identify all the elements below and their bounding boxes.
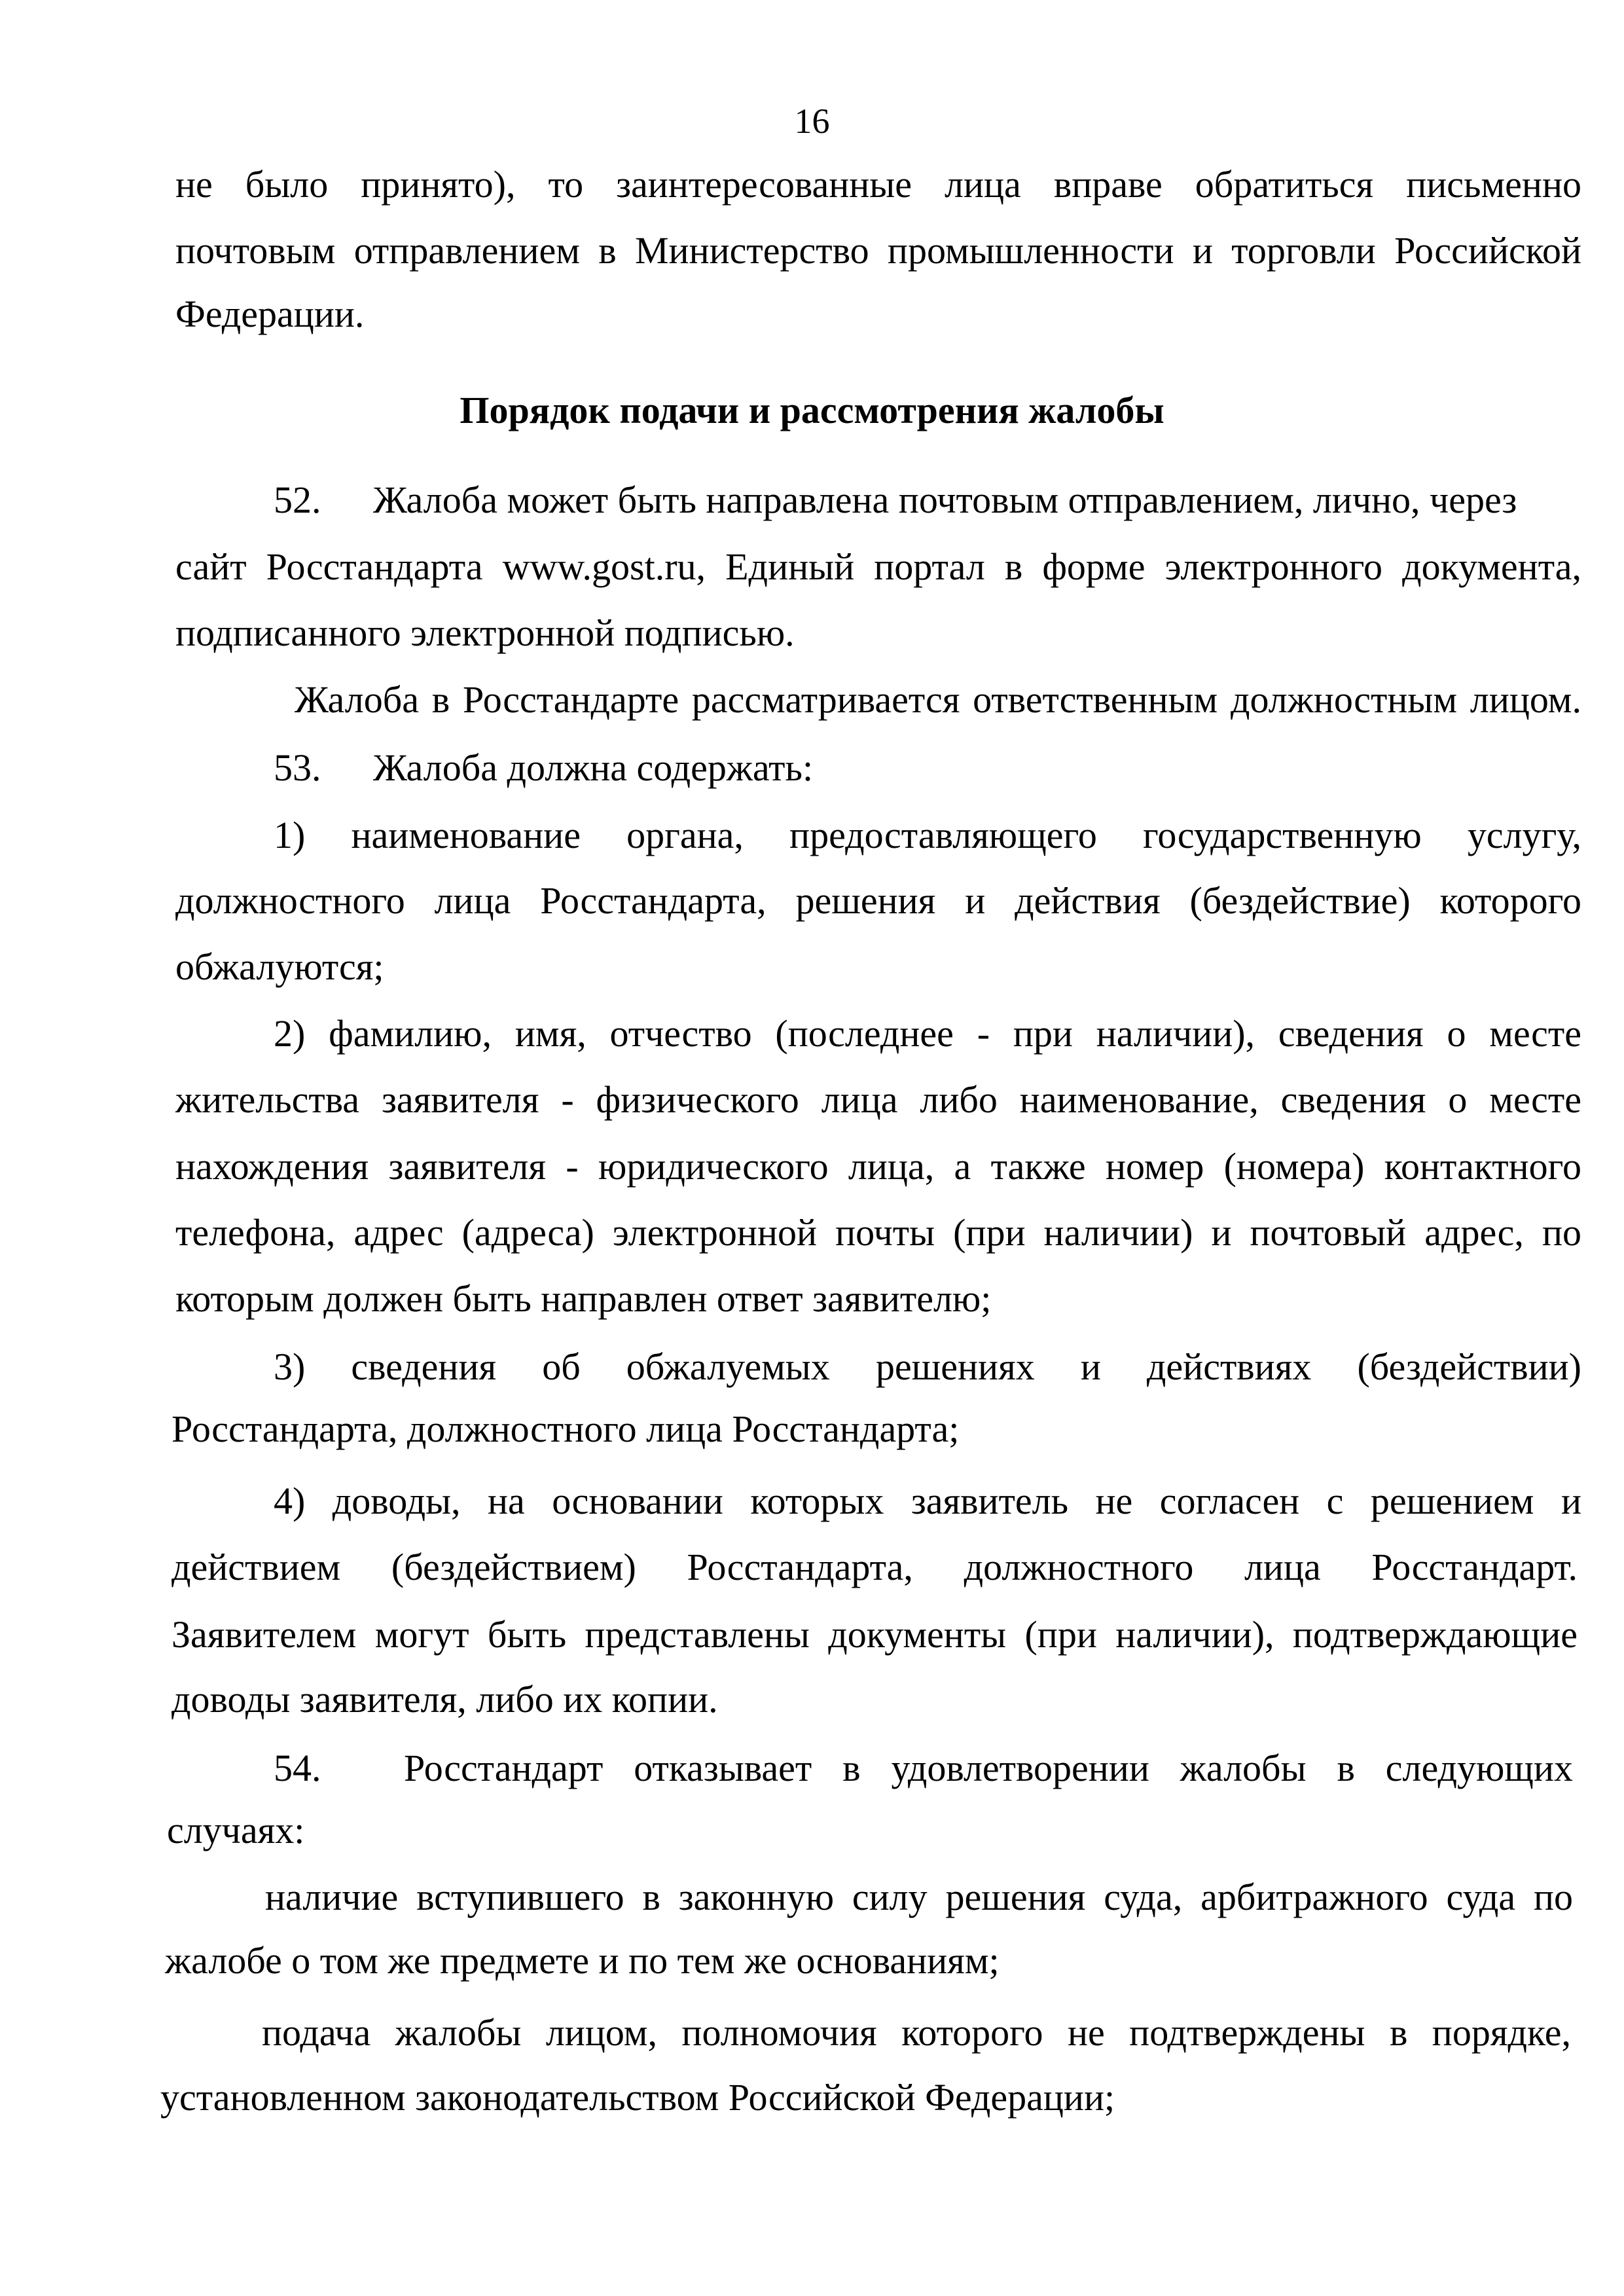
paragraph-52-line: сайт Росстандарта www.gost.ru, Единый портал в форме электронного документа, (175, 545, 1581, 588)
paragraph-text: Жалоба должна содержать: (373, 746, 814, 789)
intro-line: Федерации. (175, 293, 365, 335)
paragraph-number: 54. (274, 1747, 321, 1789)
paragraph-52-line (274, 477, 1540, 523)
item-line: Заявителем могут быть представлены документы (при наличии), подтверждающие (171, 1613, 1578, 1656)
paragraph-number: 53. (274, 746, 321, 789)
item-line: действием (бездействием) Росстандарта, должностного лица Росстандарт. (171, 1546, 1578, 1588)
item-line: 1) наименование органа, предоставляющего государственную услугу, (274, 814, 1581, 856)
intro-line: почтовым отправлением в Министерство промышленности и торговли Российской (175, 229, 1581, 272)
item-line: телефона, адрес (адреса) электронной почты (при наличии) и почтовый адрес, по (175, 1211, 1581, 1254)
item-line: которым должен быть направлен ответ заявителю; (175, 1277, 992, 1320)
case-line: установленном законодательством Российской Федерации; (160, 2076, 1115, 2119)
case-line: подача жалобы лицом, полномочия которого не подтверждены в порядке, (262, 2011, 1571, 2054)
paragraph-number: 52. (274, 479, 321, 521)
item-line: доводы заявителя, либо их копии. (171, 1678, 718, 1721)
case-line: жалобе о том же предмете и по тем же основаниям; (165, 1939, 1000, 1982)
intro-line: не было принято), то заинтересованные лица вправе обратиться письменно (175, 163, 1581, 206)
paragraph-52-line: подписанного электронной подписью. (175, 611, 795, 654)
paragraph-52-extra: Жалоба в Росстандарте рассматривается ответственным должностным лицом. (295, 678, 1581, 721)
item-line: нахождения заявителя - юридического лица, а также номер (номера) контактного (175, 1145, 1581, 1188)
case-line: наличие вступившего в законную силу решения суда, арбитражного суда по (265, 1876, 1573, 1918)
item-line: обжалуются; (175, 945, 384, 988)
section-heading: Порядок подачи и рассмотрения жалобы (460, 389, 1164, 431)
item-line: 2) фамилию, имя, отчество (последнее - при наличии), сведения о месте (274, 1012, 1581, 1055)
paragraph-54-line (274, 1745, 1573, 1791)
item-line: должностного лица Росстандарта, решения и действия (бездействие) которого (175, 879, 1581, 922)
item-line: 3) сведения об обжалуемых решениях и действиях (бездействии) (274, 1345, 1581, 1388)
item-line: Росстандарта, должностного лица Росстандарта; (171, 1408, 960, 1450)
paragraph-53-lead (274, 745, 1581, 791)
page-number: 16 (794, 101, 830, 141)
paragraph-text: Жалоба может быть направлена почтовым отправлением, лично, через (373, 479, 1517, 521)
paragraph-54-line: случаях: (167, 1809, 305, 1851)
item-line: жительства заявителя - физического лица либо наименование, сведения о месте (175, 1078, 1581, 1121)
item-line: 4) доводы, на основании которых заявитель не согласен с решением и (274, 1480, 1581, 1522)
paragraph-text: Росстандарт отказывает в удовлетворении жалобы в следующих (403, 1747, 1573, 1789)
